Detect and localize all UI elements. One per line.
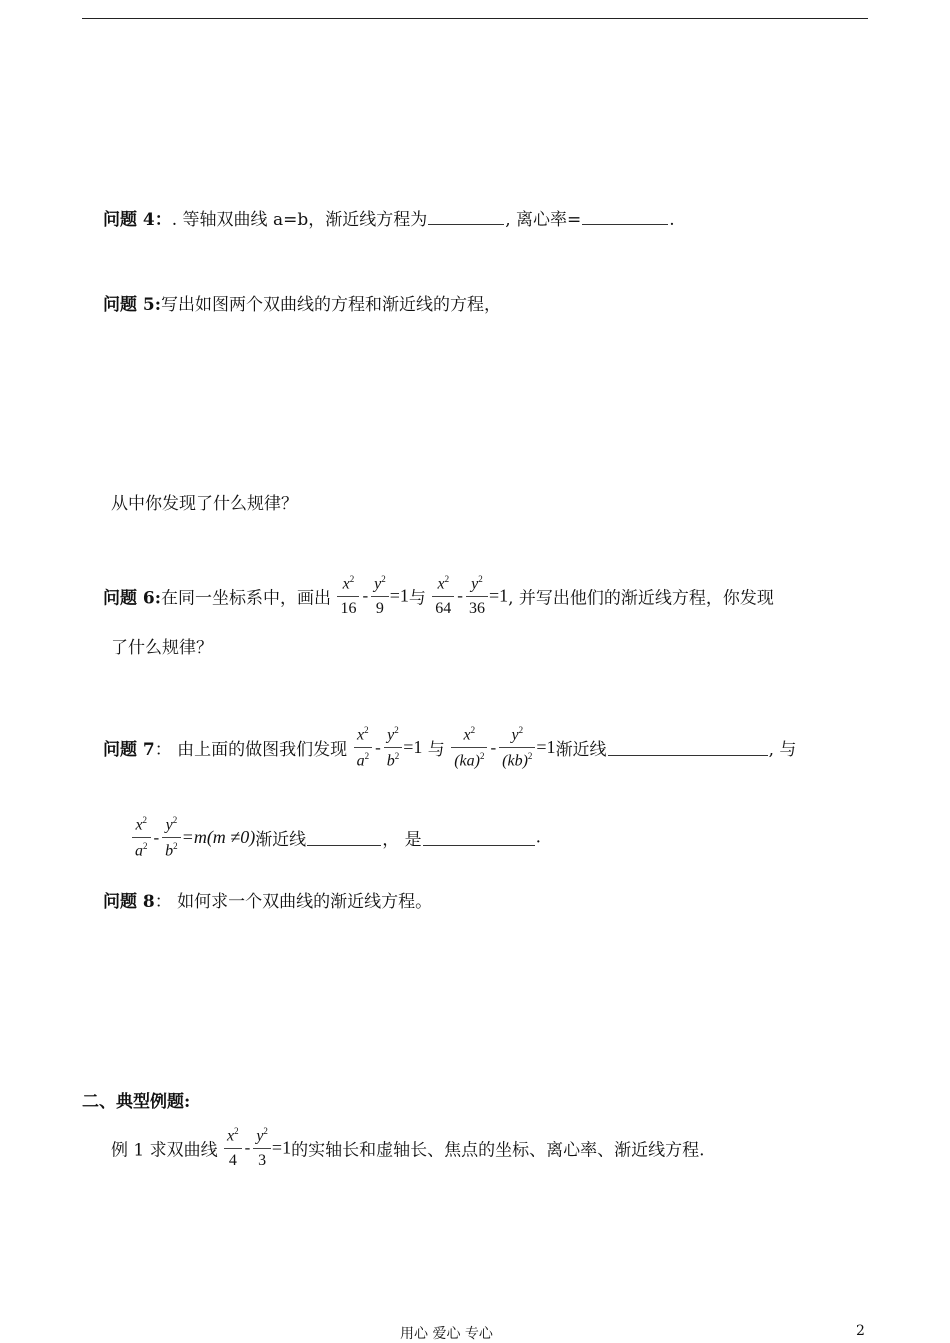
question-7-text: ： 由上面的做图我们发现 [154,740,348,761]
fraction-y2-9: $\frac{y^2}{9}$ [371,574,389,618]
conjunction: 与 [408,588,426,609]
question-4 [103,205,675,230]
question-6-text: 在同一坐标系中，画出 [161,588,332,609]
discover-question: 从中你发现了什么规律？ [111,494,298,514]
question-8 [103,887,432,912]
fraction-x2-64: $\frac{x^2}{64}$ [432,574,454,618]
fraction-x2-a2: $\frac{x^2}{a^2}$ [132,815,151,860]
fraction-x2-ka2: $\frac{x^2}{(ka)^2}$ [451,725,487,770]
answer-blank[interactable] [582,208,668,225]
answer-blank[interactable] [608,739,768,756]
answer-blank[interactable] [428,208,504,225]
fraction-y2-b2: $\frac{y^2}{b^2}$ [162,815,181,860]
equals-one: =1 [271,1137,292,1158]
question-8-label: 问题 8 [103,892,155,912]
question-4-label: 问题 4： [103,210,172,230]
fraction-x2-16: $\frac{x^2}{16}$ [337,574,359,618]
question-4-text-2: , 离心率= [505,210,582,230]
question-6: 问题 6:在同一坐标系中，画出 $\frac{x^2}{16}$ - $\frac{y^2}{9}$ =1与 $\frac{x^2}{64}$ - $\frac{y^2}{36}$ =1, 并写出他们的渐近线方程，你发现 [103,574,774,617]
conjunction: 与 [427,740,445,761]
answer-blank[interactable] [423,829,535,846]
equals-one: =1 [403,737,423,758]
fraction-y2-b2: $\frac{y^2}{b^2}$ [384,725,403,770]
equals-one: =1 [488,585,509,606]
question-6-continued: 了什么规律？ [111,638,213,658]
question-7-continued: $\frac{x^2}{a^2}$ - $\frac{y^2}{b^2}$ =m(m ≠0)渐近线 ， 是 . [131,815,541,860]
question-7-text-3: , 与 [768,740,797,761]
question-6-label: 问题 6: [103,588,162,609]
fraction-x2-4: $\frac{x^2}{4}$ [224,1126,242,1170]
fraction-y2-kb2: $\frac{y^2}{(kb)^2}$ [499,725,535,770]
question-7-text-5: ， 是 [382,830,422,851]
footer-motto: 用心 爱心 专心 [400,1326,493,1342]
equals-one: =1 [389,585,409,606]
fraction-x2-a2: $\frac{x^2}{a^2}$ [354,725,373,770]
question-7-text-2: 渐近线 [555,740,607,761]
fraction-y2-3: $\frac{y^2}{3}$ [253,1126,271,1170]
question-7-label: 问题 7 [103,740,155,761]
header-rule [82,18,868,19]
page-number: 2 [856,1323,865,1339]
question-4-period: . [669,210,675,230]
equals-one: =1 [536,737,556,758]
question-5-text: 写出如图两个双曲线的方程和渐近线的方程， [161,295,502,315]
question-5 [103,290,501,315]
question-6-text-2: , 并写出他们的渐近线方程，你发现 [508,588,774,609]
fraction-y2-36: $\frac{y^2}{36}$ [466,574,488,618]
example-1-text: 例 1 求双曲线 [111,1140,218,1161]
question-8-text: ： 如何求一个双曲线的渐近线方程。 [154,892,433,912]
question-7-period: . [535,827,541,848]
example-1: 例 1 求双曲线 $\frac{x^2}{4}$ - $\frac{y^2}{3}$ =1的实轴长和虚轴长、焦点的坐标、离心率、渐近线方程. [111,1126,705,1169]
answer-blank[interactable] [307,829,381,846]
section-heading: 二、典型例题: [82,1092,191,1112]
question-7: 问题 7： 由上面的做图我们发现 $\frac{x^2}{a^2}$ - $\frac{y^2}{b^2}$ =1 与 $\frac{x^2}{(ka)^2}$ - $\frac{y^2}{(kb)^2}$ =1渐近线 , 与 [103,725,797,770]
example-1-text-2: 的实轴长和虚轴长、焦点的坐标、离心率、渐近线方程. [291,1140,705,1161]
equals-m: =m(m ≠0) [181,827,256,848]
question-4-text: . 等轴双曲线 a=b，渐近线方程为 [171,210,428,230]
question-5-label: 问题 5: [103,295,162,315]
question-7-text-4: 渐近线 [255,830,307,851]
